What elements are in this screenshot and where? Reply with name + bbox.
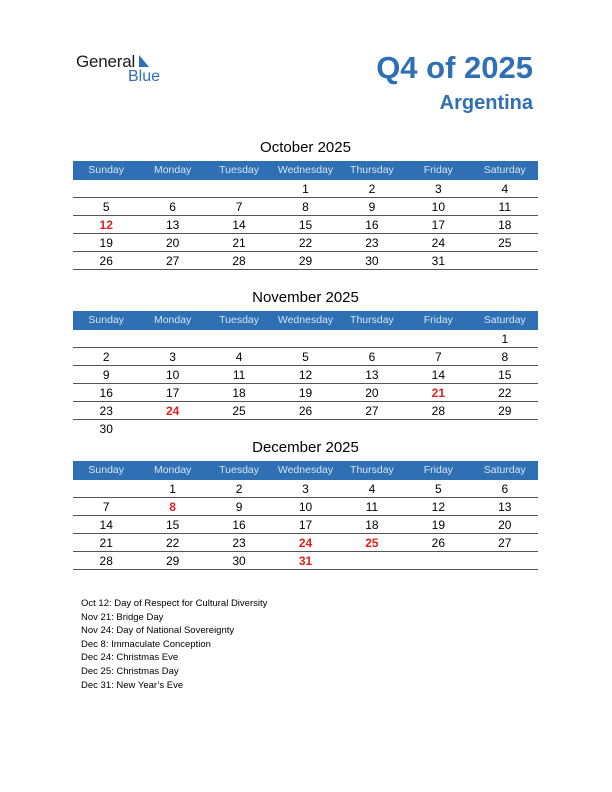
empty-day-cell <box>272 420 338 438</box>
holiday-day-cell: 31 <box>298 554 313 568</box>
day-cell: 22 <box>165 536 180 550</box>
week-row <box>73 198 538 216</box>
weekday-label: Wednesday <box>277 314 334 326</box>
week-row <box>73 180 538 198</box>
holiday-note: Dec 25: Christmas Day <box>81 665 179 677</box>
day-cell: 31 <box>431 254 446 268</box>
day-cell: 2 <box>368 182 376 196</box>
day-cell: 9 <box>235 500 243 514</box>
month-december <box>73 439 538 570</box>
month-november <box>73 289 538 437</box>
day-cell: 27 <box>365 404 379 418</box>
day-cell: 16 <box>99 386 113 400</box>
weekday-label: Monday <box>153 314 192 326</box>
day-cell: 28 <box>431 404 446 418</box>
weekday-label: Thursday <box>350 164 394 176</box>
day-cell: 11 <box>232 368 246 382</box>
empty-day-cell <box>206 330 272 348</box>
day-cell: 7 <box>435 350 442 364</box>
day-cell: 19 <box>431 518 446 532</box>
day-cell: 28 <box>99 554 113 568</box>
week-row <box>73 534 538 552</box>
day-cell: 10 <box>298 500 313 514</box>
month-grid <box>73 480 538 570</box>
week-row <box>73 330 538 348</box>
day-cell: 23 <box>232 536 246 550</box>
day-cell: 13 <box>365 368 379 382</box>
day-cell: 7 <box>102 500 110 514</box>
day-cell: 11 <box>498 200 512 214</box>
day-cell: 14 <box>99 518 113 532</box>
day-cell: 23 <box>365 236 379 250</box>
day-cell: 19 <box>298 386 313 400</box>
weekday-label: Friday <box>423 164 453 176</box>
holiday-day-cell: 8 <box>169 500 176 514</box>
empty-day-cell <box>272 330 338 348</box>
month-title: October 2025 <box>260 139 351 156</box>
weekday-label: Monday <box>153 464 192 476</box>
empty-day-cell <box>339 552 405 570</box>
day-cell: 13 <box>165 218 180 232</box>
day-cell: 4 <box>501 182 509 196</box>
day-cell: 22 <box>498 386 512 400</box>
day-cell: 16 <box>232 518 246 532</box>
empty-day-cell <box>73 180 139 198</box>
day-cell: 18 <box>365 518 379 532</box>
day-cell: 26 <box>99 254 113 268</box>
logo-triangle-icon <box>139 55 149 67</box>
weekday-label: Thursday <box>350 464 394 476</box>
empty-day-cell <box>405 330 471 348</box>
day-cell: 3 <box>302 482 309 496</box>
day-cell: 17 <box>165 386 180 400</box>
empty-day-cell <box>73 330 139 348</box>
day-cell: 8 <box>302 200 309 214</box>
empty-day-cell <box>472 552 538 570</box>
empty-day-cell <box>139 330 205 348</box>
holiday-day-cell: 24 <box>298 536 313 550</box>
week-row <box>73 384 538 402</box>
day-cell: 27 <box>165 254 180 268</box>
day-cell: 9 <box>102 368 110 382</box>
day-cell: 10 <box>431 200 446 214</box>
day-cell: 6 <box>169 200 176 214</box>
day-cell: 5 <box>435 482 442 496</box>
day-cell: 19 <box>99 236 113 250</box>
holiday-day-cell: 24 <box>165 404 180 418</box>
day-cell: 17 <box>431 218 446 232</box>
holiday-note: Nov 24: Day of National Sovereignty <box>81 625 235 637</box>
weekday-header <box>73 161 538 180</box>
day-cell: 21 <box>99 536 113 550</box>
weekday-label: Friday <box>423 464 453 476</box>
weekday-label: Wednesday <box>277 464 334 476</box>
month-grid <box>73 180 538 270</box>
empty-day-cell <box>472 252 538 270</box>
day-cell: 28 <box>232 254 246 268</box>
month-grid <box>73 330 538 437</box>
day-cell: 13 <box>498 500 512 514</box>
weekday-header <box>73 461 538 480</box>
empty-day-cell <box>139 180 205 198</box>
day-cell: 30 <box>365 254 379 268</box>
day-cell: 21 <box>232 236 246 250</box>
day-cell: 14 <box>232 218 246 232</box>
month-october <box>73 139 538 270</box>
day-cell: 10 <box>165 368 180 382</box>
day-cell: 12 <box>298 368 313 382</box>
day-cell: 6 <box>501 482 509 496</box>
day-cell: 1 <box>501 332 509 346</box>
weekday-label: Sunday <box>88 164 125 176</box>
day-cell: 18 <box>232 386 246 400</box>
holiday-note: Oct 12: Day of Respect for Cultural Diversity <box>81 598 268 609</box>
holiday-note: Dec 8: Immaculate Conception <box>81 638 211 650</box>
day-cell: 7 <box>235 200 243 214</box>
day-cell: 9 <box>368 200 376 214</box>
logo-text-general: General <box>76 52 136 71</box>
weekday-label: Wednesday <box>277 164 334 176</box>
day-cell: 15 <box>498 368 512 382</box>
day-cell: 26 <box>431 536 446 550</box>
holiday-day-cell: 21 <box>431 386 446 400</box>
month-title: November 2025 <box>252 289 359 306</box>
day-cell: 20 <box>365 386 379 400</box>
week-row <box>73 516 538 534</box>
day-cell: 25 <box>498 236 512 250</box>
day-cell: 4 <box>235 350 243 364</box>
weekday-label: Tuesday <box>219 314 259 326</box>
empty-day-cell <box>405 420 471 438</box>
day-cell: 26 <box>298 404 313 418</box>
day-cell: 29 <box>498 404 512 418</box>
day-cell: 22 <box>298 236 313 250</box>
day-cell: 30 <box>99 422 113 436</box>
empty-day-cell <box>206 180 272 198</box>
week-row <box>73 366 538 384</box>
day-cell: 1 <box>302 182 309 196</box>
day-cell: 5 <box>102 200 110 214</box>
week-row <box>73 552 538 570</box>
logo-text-blue: Blue <box>128 68 161 85</box>
day-cell: 11 <box>365 500 379 514</box>
day-cell: 14 <box>431 368 446 382</box>
day-cell: 20 <box>498 518 512 532</box>
weekday-label: Saturday <box>483 164 526 176</box>
day-cell: 4 <box>368 482 376 496</box>
holiday-note: Dec 24: Christmas Eve <box>81 652 179 664</box>
weekday-label: Tuesday <box>219 164 259 176</box>
week-row <box>73 252 538 270</box>
holiday-day-cell: 12 <box>99 218 113 232</box>
week-row <box>73 498 538 516</box>
day-cell: 1 <box>169 482 176 496</box>
day-cell: 3 <box>169 350 176 364</box>
day-cell: 16 <box>365 218 379 232</box>
weekday-label: Thursday <box>350 314 394 326</box>
day-cell: 23 <box>99 404 113 418</box>
day-cell: 25 <box>232 404 246 418</box>
day-cell: 15 <box>165 518 180 532</box>
day-cell: 20 <box>165 236 180 250</box>
week-row <box>73 480 538 498</box>
empty-day-cell <box>339 330 405 348</box>
week-row <box>73 348 538 366</box>
empty-day-cell <box>339 420 405 438</box>
day-cell: 17 <box>298 518 313 532</box>
week-row <box>73 402 538 420</box>
month-title: December 2025 <box>252 439 359 456</box>
country-title: Argentina <box>439 92 533 114</box>
weekday-label: Tuesday <box>219 464 259 476</box>
day-cell: 15 <box>298 218 313 232</box>
empty-day-cell <box>73 480 139 498</box>
day-cell: 29 <box>298 254 313 268</box>
day-cell: 5 <box>302 350 309 364</box>
holiday-note: Nov 21: Bridge Day <box>81 611 164 623</box>
week-row <box>73 420 538 437</box>
week-row <box>73 234 538 252</box>
day-cell: 24 <box>431 236 446 250</box>
empty-day-cell <box>206 420 272 438</box>
weekday-label: Saturday <box>483 464 526 476</box>
page-title: Q4 of 2025 <box>376 50 533 85</box>
day-cell: 18 <box>498 218 512 232</box>
weekday-label: Sunday <box>88 464 125 476</box>
weekday-label: Sunday <box>88 314 125 326</box>
day-cell: 29 <box>165 554 180 568</box>
empty-day-cell <box>472 420 538 438</box>
day-cell: 27 <box>498 536 512 550</box>
day-cell: 3 <box>435 182 442 196</box>
empty-day-cell <box>139 420 205 438</box>
day-cell: 6 <box>368 350 376 364</box>
weekday-label: Monday <box>153 164 192 176</box>
weekday-label: Friday <box>423 314 453 326</box>
week-row <box>73 216 538 234</box>
holiday-list <box>81 597 267 692</box>
holiday-day-cell: 25 <box>365 536 379 550</box>
weekday-header <box>73 311 538 330</box>
day-cell: 12 <box>431 500 446 514</box>
holiday-note: Dec 31: New Year’s Eve <box>81 679 184 691</box>
day-cell: 8 <box>501 350 509 364</box>
empty-day-cell <box>405 552 471 570</box>
day-cell: 2 <box>235 482 243 496</box>
weekday-label: Saturday <box>483 314 526 326</box>
day-cell: 2 <box>102 350 110 364</box>
generalblue-logo <box>76 52 186 88</box>
day-cell: 30 <box>232 554 246 568</box>
